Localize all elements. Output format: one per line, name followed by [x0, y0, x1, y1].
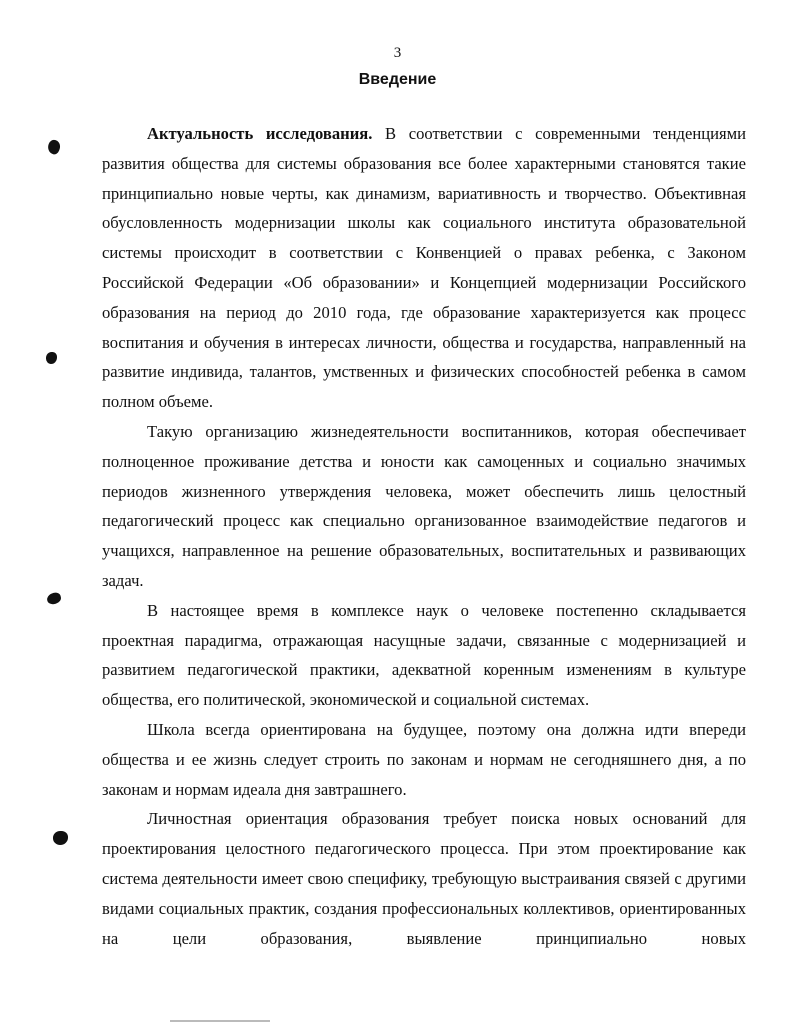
ink-blot-mark	[53, 831, 68, 845]
paragraph-lead: Актуальность исследования.	[147, 124, 373, 143]
paragraph-relevance	[102, 119, 746, 417]
paragraph-project-paradigm: В настоящее время в комплексе наук о человеке постепенно складывается проектная парадигма, отражающая насущные задачи, связанные с модернизацией и развитием педагогической практики, адекватной коренным изменениям в культуре общества, его политической, экономической и социальной системах.	[102, 600, 746, 710]
paragraph-school-future: Школа всегда ориентирована на будущее, поэтому она должна идти впереди общества и ее жизнь следует строить по законам и нормам не сегодняшнего дня, а по законам и нормам идеала дня завтрашнего.	[102, 719, 746, 799]
page-number: 3	[393, 45, 402, 61]
page-title: Введение	[358, 71, 437, 88]
ink-blot-mark	[46, 591, 62, 605]
ink-blot-mark	[46, 352, 57, 364]
ink-blot-mark	[46, 138, 62, 155]
paragraph-organization: Такую организацию жизнедеятельности воспитанников, которая обеспечивает полноценное проживание детства и юности как самоценных и социально значимых периодов жизненного утверждения человека, может обеспечить лишь целостный педагогический процесс как специально организованное взаимодействие педагогов и учащихся, направленное на решение образовательных, воспитательных и развивающих задач.	[102, 421, 746, 590]
paragraph-text: В соответствии с современными тенденциями развития общества для системы образования все более характерными становятся такие принципиально новые черты, как динамизм, вариативность и творчество. Объективная обусловленность модернизации школы как социального института образовательной системы происходит в соответствии с Конвенцией о правах ребенка, с Законом Российской Федерации «Об образовании» и Концепцией модернизации Российского образования на период до 2010 года, где образование характеризуется как процесс воспитания и обучения в интересах личности, общества и государства, направленный на развитие индивида, талантов, умственных и физических способностей ребенка в самом полном объеме.	[102, 124, 746, 412]
paragraph-personal-orientation: Личностная ориентация образования требует поиска новых оснований для проектирования целостного педагогического процесса. При этом проектирование как система деятельности имеет свою специфику, требующую выстраивания связей с другими видами социальных практик, создания профессиональных коллективов, ориентированных на цели образования, выявление принципиально новых	[102, 809, 746, 948]
body-text	[102, 119, 746, 953]
scan-edge-mark	[170, 1020, 270, 1025]
